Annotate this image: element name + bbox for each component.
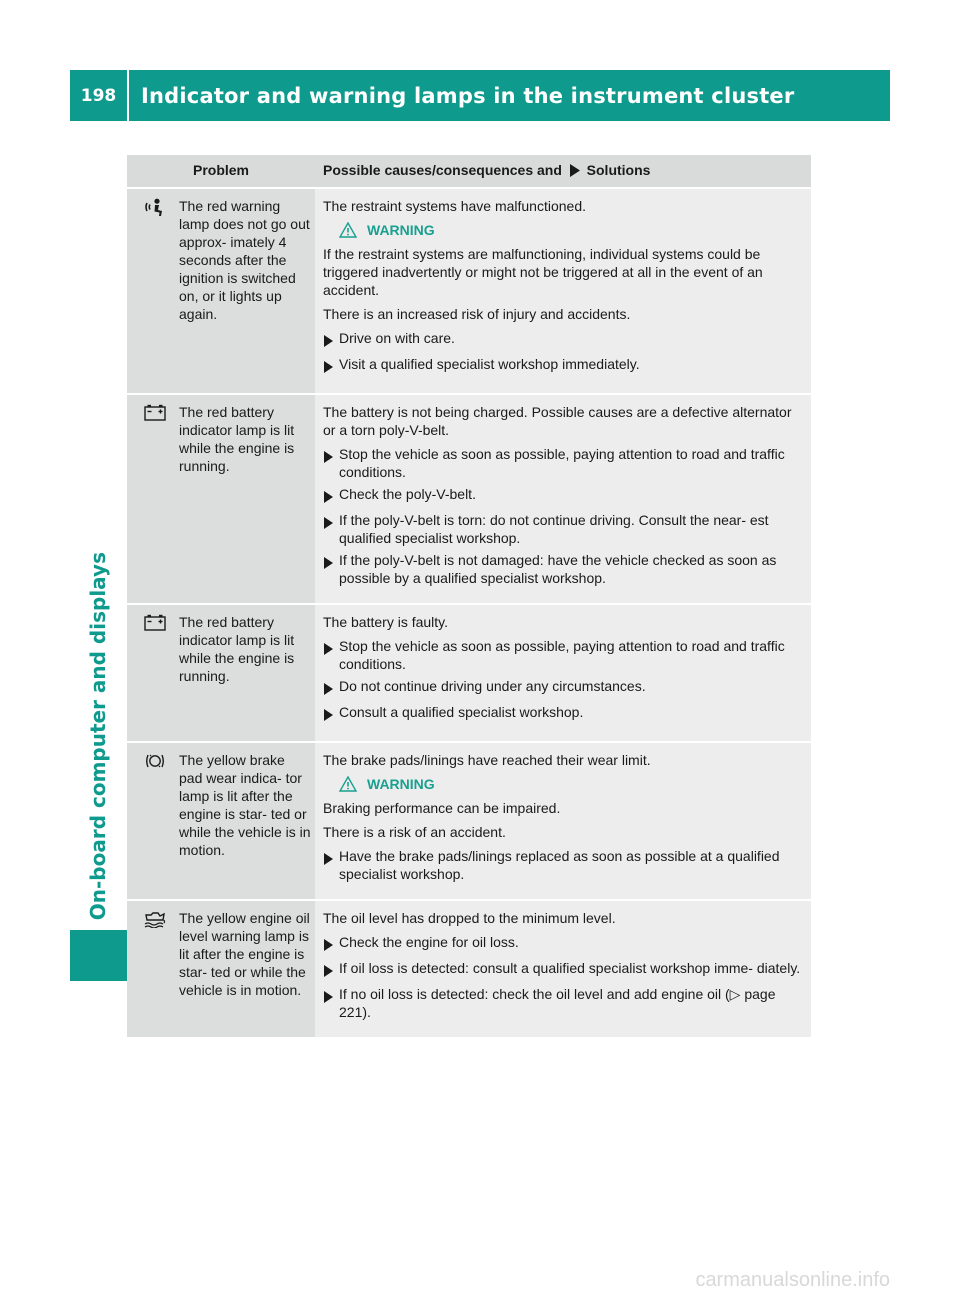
problem-cell — [127, 742, 315, 900]
solution-step-text: Do not continue driving under any circumstances. — [339, 678, 646, 694]
warning-heading — [339, 775, 805, 793]
battery-icon — [131, 403, 179, 475]
arrow-right-icon — [323, 485, 339, 507]
solution-step — [323, 329, 805, 351]
warning-triangle-icon — [339, 776, 357, 792]
arrow-right-icon — [323, 511, 339, 547]
warning-heading — [339, 221, 805, 239]
solution-step-text: Check the engine for oil loss. — [339, 934, 519, 950]
arrow-right-icon — [323, 703, 339, 725]
solution-step-text: If no oil loss is detected: check the oil level and add engine oil (▷ page 221). — [339, 986, 776, 1020]
lamps-table — [127, 155, 811, 1039]
solution-cell — [315, 604, 811, 742]
solution-cell — [315, 742, 811, 900]
problem-cell — [127, 188, 315, 394]
solution-step — [323, 985, 805, 1021]
solution-step-text: If the poly-V-belt is not damaged: have the vehicle checked as soon as possible by a qualified specialist workshop. — [339, 552, 777, 586]
solution-intro: The battery is faulty. — [323, 614, 449, 630]
problem-content — [131, 197, 311, 323]
solution-paragraph: Braking performance can be impaired. — [323, 800, 561, 816]
solution-step — [323, 959, 805, 981]
problem-text: The red battery indicator lamp is lit while the engine is running. — [179, 404, 295, 474]
solution-cell — [315, 188, 811, 394]
solution-step-text: If the poly-V-belt is torn: do not continue driving. Consult the near- est qualified specialist workshop. — [339, 512, 769, 546]
solution-step-text: Have the brake pads/linings replaced as soon as possible at a qualified specialist workshop. — [339, 848, 780, 882]
solution-step — [323, 551, 805, 587]
solution-cell — [315, 394, 811, 604]
problem-content — [131, 613, 311, 685]
solution-step — [323, 355, 805, 377]
arrow-right-icon — [569, 164, 580, 177]
solution-step-text: Stop the vehicle as soon as possible, paying attention to road and traffic conditions. — [339, 446, 785, 480]
problem-cell — [127, 394, 315, 604]
table-row — [127, 742, 811, 900]
header-divider — [127, 70, 129, 121]
problem-content — [131, 909, 311, 999]
warning-triangle-icon — [339, 222, 357, 238]
brake-pad-wear-icon — [131, 751, 179, 859]
page-number: 198 — [80, 85, 117, 106]
solution-step-text: If oil loss is detected: consult a qualified specialist workshop imme- diately. — [339, 960, 801, 976]
solution-intro: The restraint systems have malfunctioned. — [323, 198, 587, 214]
arrow-right-icon — [323, 329, 339, 351]
arrow-right-icon — [323, 985, 339, 1021]
arrow-right-icon — [323, 551, 339, 587]
solution-step-text: Visit a qualified specialist workshop immediately. — [339, 356, 640, 372]
battery-icon — [131, 613, 179, 685]
table-row — [127, 394, 811, 604]
problem-text: The red battery indicator lamp is lit while the engine is running. — [179, 614, 295, 684]
problem-cell — [127, 604, 315, 742]
table-row — [127, 900, 811, 1038]
solution-step — [323, 703, 805, 725]
engine-oil-level-icon — [131, 909, 179, 999]
solution-step — [323, 485, 805, 507]
solution-paragraph: There is a risk of an accident. — [323, 824, 506, 840]
solution-paragraph: If the restraint systems are malfunctioning, individual systems could be triggered inadvertently or might not be triggered at all in the event of an accident. — [323, 246, 763, 298]
problem-text: The red warning lamp does not go out approx- imately 4 seconds after the ignition is switched on, or it lights up again. — [179, 198, 310, 322]
solution-cell — [315, 900, 811, 1038]
problem-content — [131, 403, 311, 475]
arrow-right-icon — [323, 445, 339, 481]
page-title: Indicator and warning lamps in the instrument cluster — [141, 83, 795, 108]
table-row — [127, 188, 811, 394]
problem-cell — [127, 900, 315, 1038]
column-header-problem: Problem — [127, 155, 315, 188]
side-section-marker — [70, 930, 127, 981]
solution-step-text: Consult a qualified specialist workshop. — [339, 704, 584, 720]
solution-intro: The brake pads/linings have reached their wear limit. — [323, 752, 651, 768]
arrow-right-icon — [323, 637, 339, 673]
side-section-label-text: On-board computer and displays — [86, 551, 110, 920]
warning-label: WARNING — [367, 222, 435, 238]
column-header-solutions-suffix: Solutions — [586, 162, 651, 178]
solution-step-text: Drive on with care. — [339, 330, 455, 346]
arrow-right-icon — [323, 847, 339, 883]
arrow-right-icon — [323, 677, 339, 699]
column-header-solutions-prefix: Possible causes/consequences and — [323, 162, 562, 178]
solution-paragraph: There is an increased risk of injury and accidents. — [323, 306, 631, 322]
restraint-system-icon — [131, 197, 179, 323]
problem-text: The yellow brake pad wear indica- tor lamp is lit after the engine is star- ted or while the vehicle is in motion. — [179, 752, 311, 858]
solution-intro: The oil level has dropped to the minimum level. — [323, 910, 616, 926]
watermark: carmanualsonline.info — [695, 1269, 890, 1291]
problem-text: The yellow engine oil level warning lamp is lit after the engine is star- ted or while the vehicle is in motion. — [179, 910, 310, 998]
table-header-row — [127, 155, 811, 188]
arrow-right-icon — [323, 959, 339, 981]
arrow-right-icon — [323, 355, 339, 377]
solution-step — [323, 637, 805, 673]
solution-step — [323, 847, 805, 883]
solution-step-text: Stop the vehicle as soon as possible, paying attention to road and traffic conditions. — [339, 638, 785, 672]
solution-step — [323, 511, 805, 547]
column-header-solutions — [315, 155, 811, 188]
solution-step — [323, 677, 805, 699]
warning-label: WARNING — [367, 776, 435, 792]
solution-step-text: Check the poly-V-belt. — [339, 486, 476, 502]
side-section-label — [72, 145, 124, 920]
solution-step — [323, 445, 805, 481]
solution-step — [323, 933, 805, 955]
solution-intro: The battery is not being charged. Possible causes are a defective alternator or a torn poly-V-belt. — [323, 404, 792, 438]
arrow-right-icon — [323, 933, 339, 955]
problem-content — [131, 751, 311, 859]
table-row — [127, 604, 811, 742]
